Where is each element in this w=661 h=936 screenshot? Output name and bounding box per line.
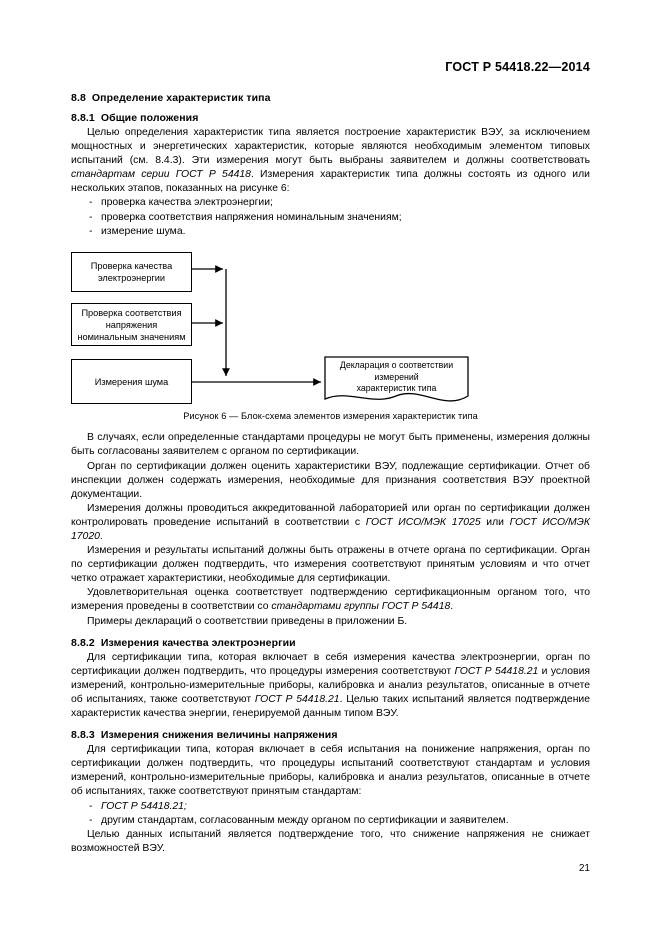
standard-reference-gost-54418: стандартам серии ГОСТ Р 54418 xyxy=(71,169,251,181)
paragraph-procedures-not-applicable: В случаях, если определенные стандартами процедуры не могут быть применены, измерения должны быть согласованы заявителем с органом по сертификации. xyxy=(71,432,590,458)
figure-6-canvas xyxy=(71,249,590,409)
flow-box-noise-measurement-label: Измерения шума xyxy=(94,376,169,387)
section-heading-8-8-1 xyxy=(71,112,590,124)
section-heading-8-8 xyxy=(71,92,590,104)
paragraph-text-part-a: Измерения должны проводиться аккредитованной лабораторией или орган по сертификации должен контролировать проведение испытаний в соответствии с xyxy=(71,502,590,528)
flow-box-voltage-conformity-label: Проверка соответствия напряжения номинальным значениям xyxy=(77,307,186,342)
section-number-8-8-2: 8.8.2 xyxy=(71,636,95,649)
measurement-stages-list xyxy=(71,196,590,239)
paragraph-8-8-2-body xyxy=(71,651,590,721)
page-number: 21 xyxy=(578,863,590,874)
paragraph-text-part-b: и условия измерений, контрольно-измерительные приборы, калибровка и анализ результатов, описанные в отчете об испытаниях, также соответствуют xyxy=(71,665,590,705)
paragraph-test-report: Измерения и результаты испытаний должны быть отражены в отчете органа по сертификации. Орган по сертификации должен подтвердить, что измерения соответствуют принятым условиям и что отчет четко отражает характеристики, необходимые для сертификации. xyxy=(71,545,590,585)
section-title-8-8: Определение характеристик типа xyxy=(91,92,271,104)
paragraph-text-part-a: Для сертификации типа, которая включает в себя измерения качества электроэнергии, орган по сертификации должен подтвердить, что процедуры измерения соответствуют xyxy=(71,651,590,677)
section-title-8-8-3: Измерения снижения величины напряжения xyxy=(100,729,338,742)
flow-box-declaration xyxy=(324,356,469,408)
page-content xyxy=(71,92,590,856)
flow-box-declaration-label: Декларация о соответствии измерений характеристик типа xyxy=(339,360,454,394)
section-heading-8-8-3 xyxy=(71,729,590,741)
paragraph-satisfactory-evaluation xyxy=(71,586,590,614)
standard-reference-gost-54418-21-first: ГОСТ Р 54418.21 xyxy=(454,665,539,677)
standard-reference-iso-iec-17020: ГОСТ ИСО/МЭК 17020 xyxy=(71,516,591,543)
standard-reference-gost-54418-group: стандартами группы ГОСТ Р 54418 xyxy=(271,601,451,613)
section-title-8-8-2: Измерения качества электроэнергии xyxy=(100,636,296,649)
list-item: - проверка соответствия напряжения номинальным значениям; xyxy=(71,211,590,225)
list-item: - другим стандартам, согласованным между органом по сертификации и заявителем. xyxy=(71,814,590,828)
paragraph-accredited-laboratory xyxy=(71,502,590,544)
section-number-8-8-1: 8.8.1 xyxy=(71,112,95,124)
figure-6-caption: Рисунок 6 — Блок-схема элементов измерения характеристик типа xyxy=(183,411,478,422)
list-item xyxy=(71,800,590,814)
paragraph-text-part-c: . xyxy=(99,531,103,543)
page-header-standard-number: ГОСТ Р 54418.22—2014 xyxy=(445,60,590,74)
paragraph-8-8-3-purpose: Целью данных испытаний является подтверждение того, что снижение напряжения не снижает возможностей ВЭУ. xyxy=(71,829,590,855)
flow-box-voltage-conformity xyxy=(71,303,192,346)
flow-box-power-quality xyxy=(71,252,192,292)
figure-6 xyxy=(71,249,590,431)
paragraph-text-part-a: Удовлетворительная оценка соответствует подтверждению сертификационным органом того, что измерения проведены в соответствии со xyxy=(71,587,590,613)
list-item: - проверка качества электроэнергии; xyxy=(71,196,590,210)
paragraph-text-part-b: . Измерения характеристик типа должны состоять из одного или нескольких этапов, показанных на рисунке 6: xyxy=(71,169,590,195)
section-title-8-8-1: Общие положения xyxy=(100,112,199,124)
accepted-standards-list xyxy=(71,800,590,829)
paragraph-8-8-3-body: Для сертификации типа, которая включает в себя испытания на понижение напряжения, орган по сертификации должен подтвердить, что процедуры испытаний соответствуют стандартам и условия измерений, контрольно-измерительные приборы, калибровка и анализ результатов, описанные в отчете об испытаниях, также соответствуют принятым стандартам: xyxy=(71,744,590,798)
standard-reference-gost-54418-21-second: ГОСТ Р 54418.21 xyxy=(254,693,340,705)
paragraph-text-part-a: Целью определения характеристик типа является построение характеристик ВЭУ, за исключением мощностных и энергетических характеристик, которые являются необходимым элементом типовых испытаний (см. 8.4.3). Эти измерения могут быть выбраны заявителем и должны соответствовать xyxy=(71,127,590,167)
section-number-8-8: 8.8 xyxy=(71,92,86,104)
flow-box-power-quality-label: Проверка качества электроэнергии xyxy=(90,261,173,284)
paragraph-text-part-c: . Целью таких испытаний является подтверждение характеристик качества энергии, генерируемой данным типом ВЭУ. xyxy=(71,693,591,720)
paragraph-8-8-1-intro xyxy=(71,126,590,196)
standard-reference-iso-iec-17025: ГОСТ ИСО/МЭК 17025 xyxy=(365,516,481,528)
section-number-8-8-3: 8.8.3 xyxy=(71,729,95,742)
list-item: - измерение шума. xyxy=(71,225,590,239)
standard-reference-gost-54418-21-list: ГОСТ Р 54418.21; xyxy=(101,800,187,812)
section-heading-8-8-2 xyxy=(71,637,590,649)
paragraph-declaration-examples: Примеры деклараций о соответствии приведены в приложении Б. xyxy=(87,615,408,627)
paragraph-certification-body-evaluation: Орган по сертификации должен оценить характеристики ВЭУ, подлежащие сертификации. Отчет об инспекции должен содержать измерения, необходимые для признания соответствия ВЭУ проектной документации. xyxy=(71,460,590,500)
paragraph-text-part-b: . xyxy=(450,601,454,613)
flow-box-noise-measurement xyxy=(71,359,192,404)
paragraph-text-part-b: или xyxy=(480,516,510,528)
